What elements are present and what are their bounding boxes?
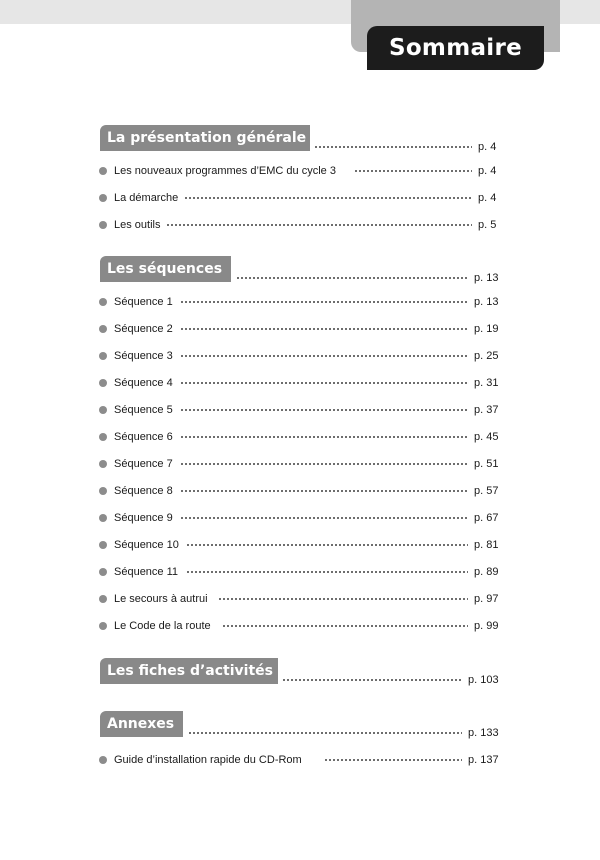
dot-leader [166, 220, 472, 230]
dot-leader [180, 297, 468, 307]
bullet-icon [99, 379, 107, 387]
entry-label: Séquence 9 [114, 512, 173, 524]
toc-entry[interactable] [0, 592, 600, 608]
entry-label: La démarche [114, 192, 179, 204]
entry-label: Séquence 11 [114, 566, 179, 578]
bullet-icon [99, 167, 107, 175]
entry-label: Le Code de la route [114, 620, 211, 632]
dot-leader [282, 675, 462, 685]
page-number: p. 137 [468, 754, 499, 766]
page-number: p. 133 [468, 727, 499, 739]
toc-entry[interactable] [0, 376, 600, 392]
bullet-icon [99, 298, 107, 306]
bullet-icon [99, 352, 107, 360]
dot-leader [186, 540, 468, 550]
page-number: p. 57 [474, 485, 499, 497]
toc-entry[interactable] [0, 403, 600, 419]
entry-label: Le secours à autrui [114, 593, 208, 605]
dot-leader [354, 166, 472, 176]
dot-leader [180, 378, 468, 388]
section-label: Les séquences [100, 256, 231, 282]
entry-label: Séquence 5 [114, 404, 173, 416]
section-label: La présentation générale [100, 125, 310, 151]
toc-entry[interactable] [0, 191, 600, 207]
entry-label: Séquence 3 [114, 350, 173, 362]
bullet-icon [99, 325, 107, 333]
bullet-icon [99, 756, 107, 764]
page-number: p. 4 [478, 165, 497, 177]
page-title: Sommaire [367, 26, 544, 70]
page-number: p. 89 [474, 566, 499, 578]
dot-leader [186, 567, 468, 577]
bullet-icon [99, 568, 107, 576]
toc-entry[interactable] [0, 349, 600, 365]
entry-label: Séquence 4 [114, 377, 173, 389]
toc-entry[interactable] [0, 457, 600, 473]
entry-label: Guide d’installation rapide du CD-Rom [114, 754, 302, 766]
dot-leader [180, 405, 468, 415]
dot-leader [180, 459, 468, 469]
bullet-icon [99, 514, 107, 522]
bullet-icon [99, 595, 107, 603]
page-number: p. 37 [474, 404, 499, 416]
page-number: p. 25 [474, 350, 499, 362]
page-number: p. 97 [474, 593, 499, 605]
page-number: p. 13 [474, 296, 499, 308]
bullet-icon [99, 194, 107, 202]
toc-entry[interactable] [0, 295, 600, 311]
page-number: p. 67 [474, 512, 499, 524]
entry-label: Les nouveaux programmes d’EMC du cycle 3 [114, 165, 336, 177]
toc-entry[interactable] [0, 619, 600, 635]
dot-leader [218, 594, 468, 604]
page-number: p. 99 [474, 620, 499, 632]
page-number: p. 5 [478, 219, 497, 231]
page-number: p. 4 [478, 192, 497, 204]
page-number: p. 13 [474, 272, 499, 284]
entry-label: Séquence 7 [114, 458, 173, 470]
page-number: p. 45 [474, 431, 499, 443]
toc-entry[interactable] [0, 565, 600, 581]
bullet-icon [99, 406, 107, 414]
page-number: p. 51 [474, 458, 499, 470]
bullet-icon [99, 541, 107, 549]
entry-label: Séquence 8 [114, 485, 173, 497]
bullet-icon [99, 487, 107, 495]
dot-leader [180, 513, 468, 523]
entry-label: Les outils [114, 219, 161, 231]
page-number: p. 4 [478, 141, 497, 153]
dot-leader [184, 193, 472, 203]
bullet-icon [99, 622, 107, 630]
dot-leader [180, 432, 468, 442]
dot-leader [236, 273, 468, 283]
section-header-fiches[interactable] [0, 658, 600, 690]
dot-leader [180, 324, 468, 334]
entry-label: Séquence 10 [114, 539, 179, 551]
toc-entry[interactable] [0, 538, 600, 554]
toc-entry[interactable] [0, 164, 600, 180]
section-header-sequences[interactable] [0, 256, 600, 288]
bullet-icon [99, 460, 107, 468]
entry-label: Séquence 1 [114, 296, 173, 308]
toc-entry[interactable] [0, 484, 600, 500]
section-header-presentation[interactable] [0, 125, 600, 157]
toc-entry[interactable] [0, 322, 600, 338]
toc-entry[interactable] [0, 511, 600, 527]
section-label: Annexes [100, 711, 183, 737]
entry-label: Séquence 2 [114, 323, 173, 335]
toc-entry[interactable] [0, 753, 600, 769]
dot-leader [188, 728, 462, 738]
dot-leader [180, 486, 468, 496]
page-number: p. 81 [474, 539, 499, 551]
page-number: p. 19 [474, 323, 499, 335]
toc-entry[interactable] [0, 218, 600, 234]
page-number: p. 31 [474, 377, 499, 389]
dot-leader [324, 755, 462, 765]
page-number: p. 103 [468, 674, 499, 686]
dot-leader [222, 621, 468, 631]
entry-label: Séquence 6 [114, 431, 173, 443]
dot-leader [314, 142, 472, 152]
dot-leader [180, 351, 468, 361]
toc-entry[interactable] [0, 430, 600, 446]
section-header-annexes[interactable] [0, 711, 600, 743]
bullet-icon [99, 433, 107, 441]
section-label: Les fiches d’activités [100, 658, 278, 684]
bullet-icon [99, 221, 107, 229]
